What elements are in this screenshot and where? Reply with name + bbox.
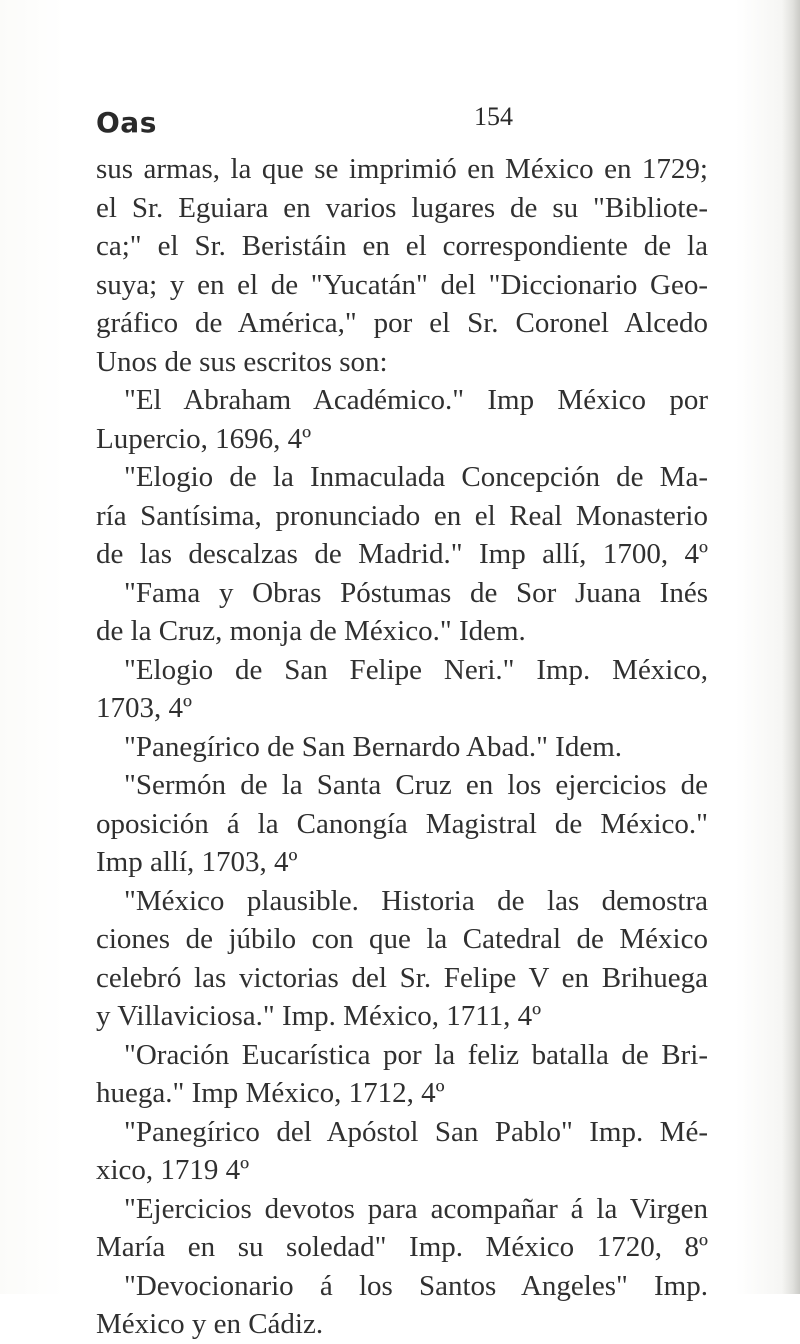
running-head: Oas bbox=[96, 106, 157, 139]
text-line: México y en Cádiz. bbox=[96, 1308, 324, 1340]
text-line: y Villaviciosa." Imp. México, 1711, 4º bbox=[96, 1000, 542, 1032]
text-line: María en su soledad" Imp. México 1720, 8º bbox=[96, 1231, 708, 1263]
text-line: el Sr. Eguiara en varios lugares de su "Bibliote- bbox=[96, 191, 708, 224]
text-line: ca;" el Sr. Beristáin en el correspondiente de la bbox=[96, 230, 708, 262]
entry-line: "Sermón de la Santa Cruz en los ejercicios de bbox=[124, 769, 708, 801]
entry-line: "Elogio de San Felipe Neri." Imp. México, bbox=[124, 653, 708, 686]
text-line: 1703, 4º bbox=[96, 692, 192, 724]
page-edge-shadow bbox=[782, 0, 800, 1294]
text-line: de las descalzas de Madrid." Imp allí, 1700, 4º bbox=[96, 538, 708, 570]
entry-line: "Panegírico de San Bernardo Abad." Idem. bbox=[124, 730, 623, 763]
entry-line: "El Abraham Académico." Imp México por bbox=[124, 384, 708, 416]
text-line: Imp allí, 1703, 4º bbox=[96, 846, 298, 878]
text-line: xico, 1719 4º bbox=[96, 1154, 250, 1186]
text-line: de la Cruz, monja de México." Idem. bbox=[96, 615, 526, 647]
page-number: 154 bbox=[474, 102, 513, 131]
text-line: Unos de sus escritos son: bbox=[96, 345, 388, 378]
text-line: Lupercio, 1696, 4º bbox=[96, 422, 312, 455]
entry-line: "México plausible. Historia de las demostra bbox=[124, 884, 708, 917]
text-line: ciones de júbilo con que la Catedral de México bbox=[96, 923, 708, 955]
text-line: oposición á la Canongía Magistral de México." bbox=[96, 807, 708, 840]
entry-line: "Oración Eucarística por la feliz batalla de Bri- bbox=[124, 1038, 708, 1071]
text-line: gráfico de América," por el Sr. Coronel Alcedo bbox=[96, 307, 708, 339]
entry-line: "Elogio de la Inmaculada Concepción de Ma- bbox=[124, 461, 708, 493]
entry-line: "Ejercicios devotos para acompañar á la Virgen bbox=[124, 1192, 708, 1225]
text-line: celebró las victorias del Sr. Felipe V en Brihuega bbox=[96, 961, 708, 994]
entry-line: "Panegírico del Apóstol San Pablo" Imp. Mé- bbox=[124, 1115, 708, 1148]
text-line: huega." Imp México, 1712, 4º bbox=[96, 1077, 445, 1109]
entry-line: "Devocionario á los Santos Angeles" Imp. bbox=[124, 1269, 708, 1302]
text-line: sus armas, la que se imprimió en México en 1729; bbox=[96, 153, 708, 185]
text-body bbox=[96, 150, 708, 1344]
entry-line: "Fama y Obras Póstumas de Sor Juana Inés bbox=[124, 576, 708, 609]
text-line: suya; y en el de "Yucatán" del "Diccionario Geo- bbox=[96, 268, 708, 301]
text-line: ría Santísima, pronunciado en el Real Monasterio bbox=[96, 499, 708, 532]
